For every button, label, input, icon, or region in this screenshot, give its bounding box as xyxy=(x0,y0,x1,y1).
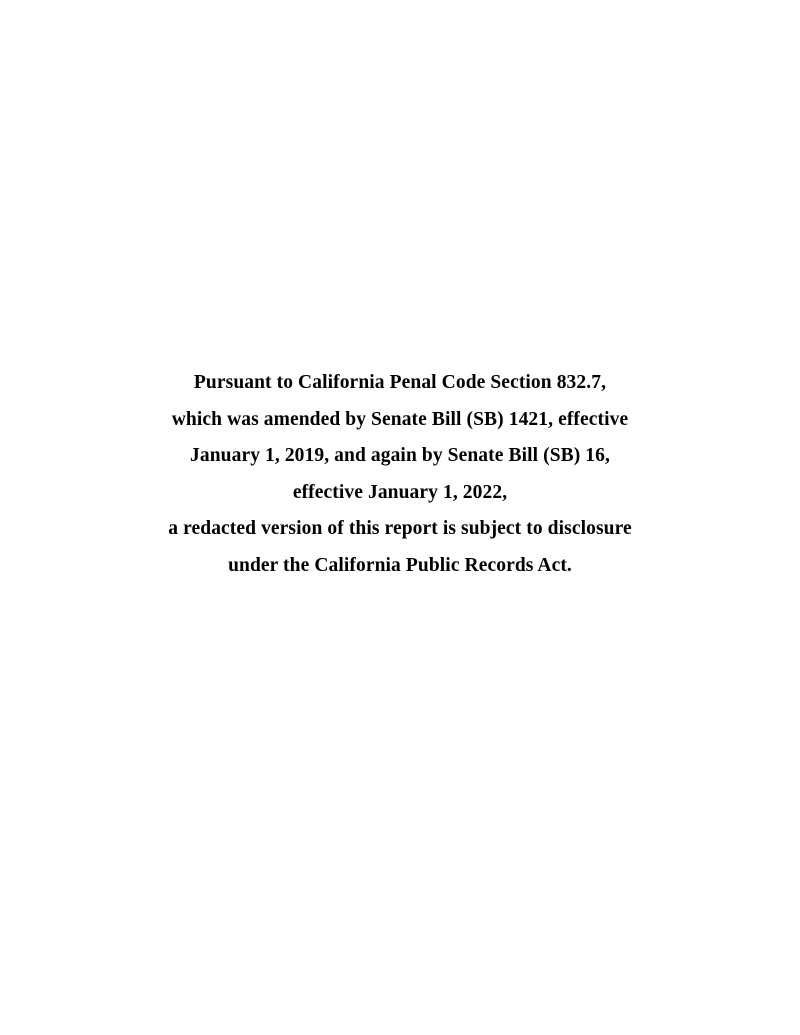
notice-line-4: effective January 1, 2022, xyxy=(292,481,508,503)
notice-line-1: Pursuant to California Penal Code Section 832.7, xyxy=(193,372,607,393)
disclosure-notice xyxy=(0,365,800,584)
notice-line-2: which was amended by Senate Bill (SB) 1421, effective xyxy=(171,408,629,430)
notice-line-3: January 1, 2019, and again by Senate Bill (SB) 16, xyxy=(190,445,610,466)
notice-line-6: under the California Public Records Act. xyxy=(228,554,572,576)
notice-line-5: a redacted version of this report is subject to disclosure xyxy=(168,518,632,539)
